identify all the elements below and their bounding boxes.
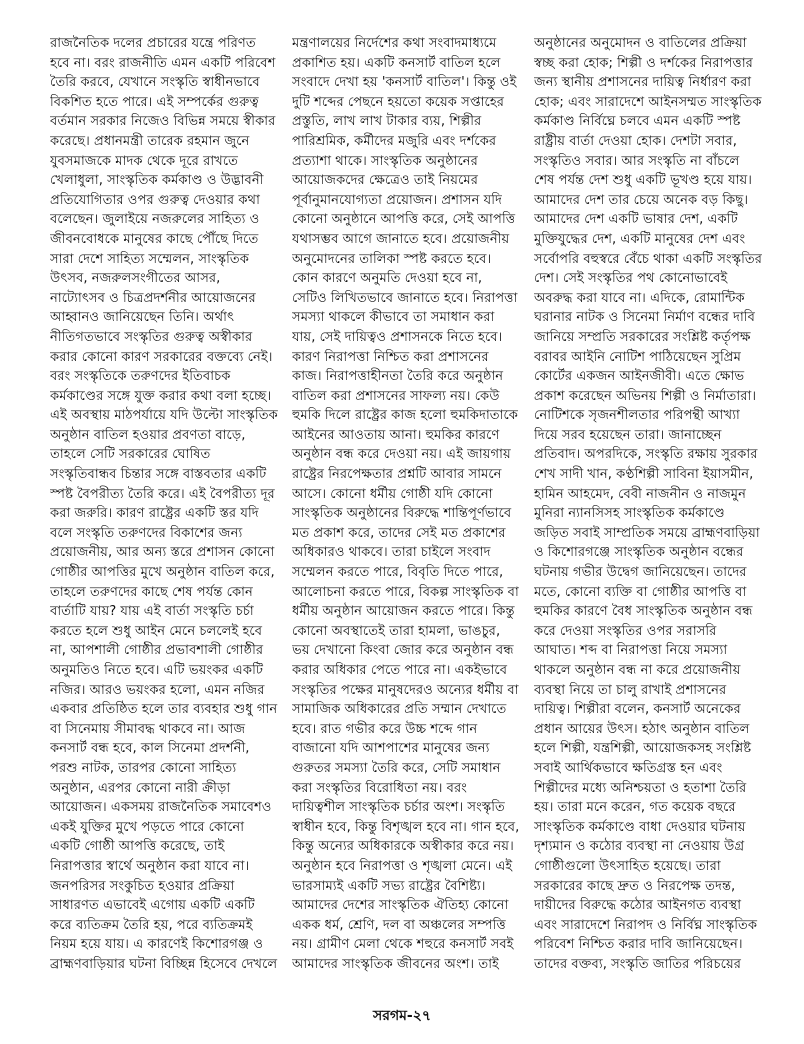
column-2-text: মন্ত্রণালয়ের নির্দেশের কথা সংবাদমাধ্যমে প্রকাশিত হয়। একটি কনসার্ট বাতিল হলে সংবাদে দেখা হয় 'কনসার্ট বাতিল'। কিন্তু ওই দুটি শব্দের পেছনে হয়তো কয়েক সপ্তাহের প্রস্তুতি, লাখ লাখ টাকার ব্যয়, শিল্পীর পারিশ্রমিক, কর্মীদের মজুরি এবং দর্শকের প্রত্যাশা থাকে। সাংস্কৃতিক অনুষ্ঠানের আয়োজকদের ক্ষেত্রেও তাই নিয়মের পূর্বানুমানযোগ্যতা প্রয়োজন। প্রশাসন যদি কোনো অনুষ্ঠানে আপত্তি করে, সেই আপত্তি যথাসম্ভব আগে জানাতে হবে। প্রয়োজনীয় অনুমোদনের তালিকা স্পষ্ট করতে হবে। কোন কারণে অনুমতি দেওয়া হবে না, সেটিও লিখিতভাবে জানাতে হবে। নিরাপত্তা সমস্যা থাকলে কীভাবে তা সমাধান করা যায়, সেই দায়িত্বও প্রশাসনকে নিতে হবে। কারণ নিরাপত্তা নিশ্চিত করা প্রশাসনের কাজ। নিরাপত্তাহীনতা তৈরি করে অনুষ্ঠান বাতিল করা প্রশাসনের সাফল্য নয়। কেউ হুমকি দিলে রাষ্ট্রের কাজ হলো হুমকিদাতাকে আইনের আওতায় আনা। হুমকির কারণে অনুষ্ঠান বন্ধ করে দেওয়া নয়। এই জায়গায় রাষ্ট্রের নিরপেক্ষতার প্রশ্নটি আবার সামনে আসে। কোনো ধর্মীয় গোষ্ঠী যদি কোনো সাংস্কৃতিক অনুষ্ঠানের বিরুদ্ধে শান্তিপূর্ণভাবে মত প্রকাশ করে, তাদের সেই মত প্রকাশের অধিকারও থাকবে। তারা চাইলে সংবাদ সম্মেলন করতে পারে, বিবৃতি দিতে পারে, আলোচনা করতে পারে, বিকল্প সাংস্কৃতিক বা ধর্মীয় অনুষ্ঠান আয়োজন করতে পারে। কিন্তু কোনো অবস্থাতেই তারা হামলা, ভাঙচুর, ভয় দেখানো কিংবা জোর করে অনুষ্ঠান বন্ধ করার অধিকার পেতে পারে না। একইভাবে সংস্কৃতির পক্ষের মানুষদেরও অন্যের ধর্মীয় বা সামাজিক অধিকারের প্রতি সম্মান দেখাতে হবে। রাত গভীর করে উচ্চ শব্দে গান বাজানো যদি আশপাশের মানুষের জন্য গুরুতর সমস্যা তৈরি করে, সেটি সমাধান করা সংস্কৃতির বিরোধিতা নয়। বরং দায়িত্বশীল সাংস্কৃতিক চর্চার অংশ। সংস্কৃতি স্বাধীন হবে, কিন্তু বিশৃঙ্খল হবে না। গান হবে, কিন্তু অন্যের অধিকারকে অস্বীকার করে নয়। অনুষ্ঠান হবে নিরাপত্তা ও শৃঙ্খলা মেনে। এই ভারসাম্যই একটি সভ্য রাষ্ট্রের বৈশিষ্ট্য। আমাদের দেশের সাংস্কৃতিক ঐতিহ্য কোনো একক ধর্ম, শ্রেণি, দল বা অঞ্চলের সম্পত্তি নয়। গ্রামীণ মেলা থেকে শহুরে কনসার্ট সবই আমাদের সাংস্কৃতিক জীবনের অংশ। তাই: [292, 36, 520, 972]
column-1-text: রাজনৈতিক দলের প্রচারের যন্ত্রে পরিণত হবে না। বরং রাজনীতি এমন একটি পরিবেশ তৈরি করবে, যেখানে সংস্কৃতি স্বাধীনভাবে বিকশিত হতে পারে। এই সম্পর্কের গুরুত্ব বর্তমান সরকার নিজেও বিভিন্ন সময়ে স্বীকার করেছে। প্রধানমন্ত্রী তারেক রহমান জুনে যুবসমাজকে মাদক থেকে দূরে রাখতে খেলাধুলা, সাংস্কৃতিক কর্মকাণ্ড ও উদ্ভাবনী প্রতিযোগিতার ওপর গুরুত্ব দেওয়ার কথা বলেছেন। জুলাইয়ে নজরুলের সাহিত্য ও জীবনবোধকে মানুষের কাছে পৌঁছে দিতে সারা দেশে সাহিত্য সম্মেলন, সাংস্কৃতিক উৎসব, নজরুলসংগীতের আসর, নাট্যোৎসব ও চিত্রপ্রদর্শনীর আয়োজনের আহ্বানও জানিয়েছেন তিনি। অর্থাৎ নীতিগতভাবে সংস্কৃতির গুরুত্ব অস্বীকার করার কোনো কারণ সরকারের বক্তব্যে নেই। বরং সংস্কৃতিকে তরুণদের ইতিবাচক কর্মকাণ্ডের সঙ্গে যুক্ত করার কথা বলা হচ্ছে। এই অবস্থায় মাঠপর্যায়ে যদি উল্টো সাংস্কৃতিক অনুষ্ঠান বাতিল হওয়ার প্রবণতা বাড়ে, তাহলে সেটি সরকারের ঘোষিত সংস্কৃতিবান্ধব চিন্তার সঙ্গে বাস্তবতার একটি স্পষ্ট বৈপরীত্য তৈরি করে। এই বৈপরীত্য দূর করা জরুরি। কারণ রাষ্ট্রের একটি স্তর যদি বলে সংস্কৃতি তরুণদের বিকাশের জন্য প্রয়োজনীয়, আর অন্য স্তরে প্রশাসন কোনো গোষ্ঠীর আপত্তির মুখে অনুষ্ঠান বাতিল করে, তাহলে তরুণদের কাছে শেষ পর্যন্ত কোন বার্তাটি যায়? যায় এই বার্তা সংস্কৃতি চর্চা করতে হলে শুধু আইন মেনে চললেই হবে না, আপশালী গোষ্ঠীর প্রভাবশালী গোষ্ঠীর অনুমতিও নিতে হবে। এটি ভয়ংকর একটি নজির। আরও ভয়ংকর হলো, এমন নজির একবার প্রতিষ্ঠিত হলে তার ব্যবহার শুধু গান বা সিনেমায় সীমাবদ্ধ থাকবে না। আজ কনসার্ট বন্ধ হবে, কাল সিনেমা প্রদর্শনী, পরশু নাটক, তারপর কোনো সাহিত্য অনুষ্ঠান, এরপর কোনো নারী ক্রীড়া আয়োজন। একসময় রাজনৈতিক সমাবেশও একই যুক্তির মুখে পড়তে পারে কোনো একটি গোষ্ঠী আপত্তি করেছে, তাই নিরাপত্তার স্বার্থে অনুষ্ঠান করা যাবে না। জনপরিসর সংকুচিত হওয়ার প্রক্রিয়া সাধারণত এভাবেই এগোয় একটি একটি করে ব্যতিক্রম তৈরি হয়, পরে ব্যতিক্রমই নিয়ম হয়ে যায়। এ কারণেই কিশোরগঞ্জ ও ব্রাহ্মণবাড়িয়ার ঘটনা বিচ্ছিন্ন হিসেবে দেখলে: [50, 36, 278, 972]
column-3-text: অনুষ্ঠানের অনুমোদন ও বাতিলের প্রক্রিয়া স্বচ্ছ করা হোক; শিল্পী ও দর্শকের নিরাপত্তার জন্য স্থানীয় প্রশাসনের দায়িত্ব নির্ধারণ করা হোক; এবং সারাদেশে আইনসম্মত সাংস্কৃতিক কর্মকাণ্ড নির্বিঘ্নে চলবে এমন একটি স্পষ্ট রাষ্ট্রীয় বার্তা দেওয়া হোক। দেশটা সবার, সংস্কৃতিও সবার। আর সংস্কৃতি না বাঁচলে শেষ পর্যন্ত দেশ শুধু একটি ভূখণ্ড হয়ে যায়। আমাদের দেশ তার চেয়ে অনেক বড় কিছু। আমাদের দেশ একটি ভাষার দেশ, একটি মুক্তিযুদ্ধের দেশ, একটি মানুষের দেশ এবং সর্বোপরি বহুস্বরে বেঁচে থাকা একটি সংস্কৃতির দেশ। সেই সংস্কৃতির পথ কোনোভাবেই অবরুদ্ধ করা যাবে না। এদিকে, রোমান্টিক ঘরানার নাটক ও সিনেমা নির্মাণ বন্ধের দাবি জানিয়ে সম্প্রতি সরকারের সংশ্লিষ্ট কর্তৃপক্ষ বরাবর আইনি নোটিশ পাঠিয়েছেন সুপ্রিম কোর্টের একজন আইনজীবী। এতে ক্ষোভ প্রকাশ করেছেন অভিনয় শিল্পী ও নির্মাতারা। নোটিশকে সৃজনশীলতার পরিপন্থী আখ্যা দিয়ে সরব হয়েছেন তারা। জানাচ্ছেন প্রতিবাদ। অপরদিকে, সংস্কৃতি রক্ষায় সুরকার শেখ সাদী খান, কণ্ঠশিল্পী সাবিনা ইয়াসমীন, হামিন আহমেদ, বেবী নাজনীন ও নাজমুন মুনিরা ন্যানসিসহ সাংস্কৃতিক কর্মকাণ্ডে জড়িত সবাই সাম্প্রতিক সময়ে ব্রাহ্মণবাড়িয়া ও কিশোরগঞ্জে সাংস্কৃতিক অনুষ্ঠান বন্ধের ঘটনায় গভীর উদ্বেগ জানিয়েছেন। তাদের মতে, কোনো ব্যক্তি বা গোষ্ঠীর আপত্তি বা হুমকির কারণে বৈধ সাংস্কৃতিক অনুষ্ঠান বন্ধ করে দেওয়া সংস্কৃতির ওপর সরাসরি আঘাত। শব্দ বা নিরাপত্তা নিয়ে সমস্যা থাকলে অনুষ্ঠান বন্ধ না করে প্রয়োজনীয় ব্যবস্থা নিয়ে তা চালু রাখাই প্রশাসনের দায়িত্ব। শিল্পীরা বলেন, কনসার্ট অনেকের প্রধান আয়ের উৎস। হঠাৎ অনুষ্ঠান বাতিল হলে শিল্পী, যন্ত্রশিল্পী, আয়োজকসহ সংশ্লিষ্ট সবাই আর্থিকভাবে ক্ষতিগ্রস্ত হন এবং শিল্পীদের মধ্যে অনিশ্চয়তা ও হতাশা তৈরি হয়। তারা মনে করেন, গত কয়েক বছরে সাংস্কৃতিক কর্মকাণ্ডে বাধা দেওয়ার ঘটনায় দৃশ্যমান ও কঠোর ব্যবস্থা না নেওয়ায় উগ্র গোষ্ঠীগুলো উৎসাহিত হয়েছে। তারা সরকারের কাছে দ্রুত ও নিরপেক্ষ তদন্ত, দায়ীদের বিরুদ্ধে কঠোর আইনগত ব্যবস্থা এবং সারাদেশে নিরাপদ ও নির্বিঘ্ন সাংস্কৃতিক পরিবেশ নিশ্চিত করার দাবি জানিয়েছেন। তাদের বক্তব্য, সংস্কৃতি জাতির পরিচয়ের: [534, 36, 762, 972]
column-3-wrapper: [534, 34, 762, 974]
article-body: [50, 34, 762, 974]
text-column-3: [534, 34, 762, 974]
text-column-2: [292, 34, 520, 974]
text-column-1: [50, 34, 278, 974]
page-footer: [0, 1004, 804, 1028]
page-number-label: সরগম-২৭: [373, 1008, 431, 1024]
